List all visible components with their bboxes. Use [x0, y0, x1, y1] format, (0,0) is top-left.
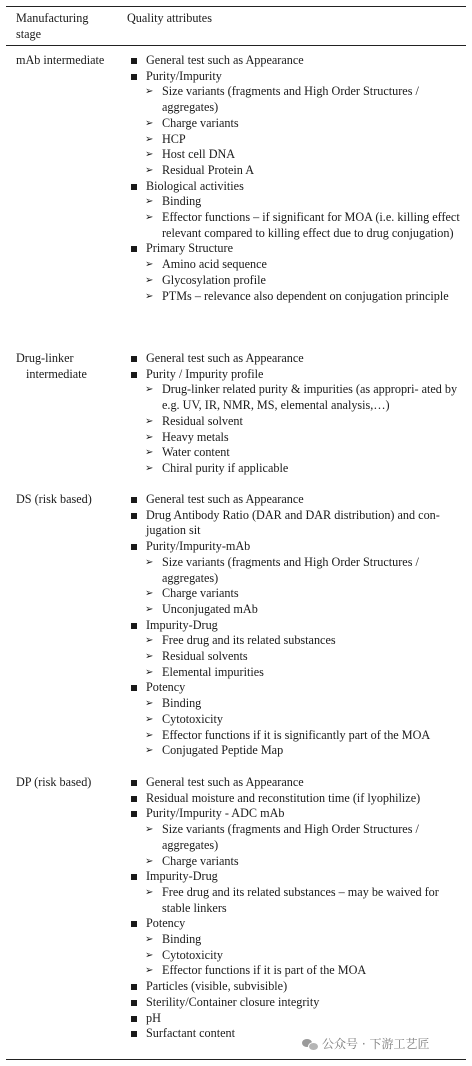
attribute-subitem: [130, 430, 466, 446]
attribute-item-text: Surfactant content: [146, 1026, 236, 1041]
attribute-subitem-text: Amino acid sequence: [162, 257, 267, 272]
attribute-subitem-text: Binding: [162, 696, 202, 711]
arrowhead-bullet-icon: ➢: [145, 651, 154, 663]
arrowhead-bullet-icon: ➢: [145, 824, 154, 836]
attribute-subitem: [130, 743, 466, 759]
quality-attributes-dp: [130, 775, 466, 1042]
attribute-subitem-text: Chiral purity if applicable: [162, 460, 289, 475]
attribute-item-text: pH: [146, 1010, 161, 1025]
square-bullet-icon: [131, 58, 137, 64]
attribute-subitem: [130, 932, 466, 948]
column-header-stage: Manufacturing stage: [16, 11, 89, 41]
attribute-item-text: Potency: [146, 916, 186, 931]
attribute-subitem: [130, 289, 466, 305]
square-bullet-icon: [131, 1016, 137, 1022]
attribute-item-text: General test such as Appearance: [146, 351, 304, 365]
attribute-item-text: Residual moisture and reconstitution time (if lyophilize): [146, 790, 421, 805]
attribute-subitem: [130, 257, 466, 273]
attribute-item: [130, 241, 466, 257]
square-bullet-icon: [131, 623, 137, 629]
attribute-item: [130, 979, 466, 995]
attribute-subitem-text: Drug-linker related purity & impurities (as appropri- ated by e.g. UV, IR, NMR, MS, elemental analysis,…): [162, 382, 458, 413]
attribute-item-text: Particles (visible, subvisible): [146, 979, 288, 994]
square-bullet-icon: [131, 544, 137, 550]
attribute-subitem-text: Binding: [162, 932, 202, 947]
arrowhead-bullet-icon: ➢: [145, 290, 154, 302]
attribute-item: [130, 53, 466, 69]
attribute-item-text: Drug Antibody Ratio (DAR and DAR distribution) and con- jugation sit: [146, 507, 440, 538]
attribute-subitem-text: Conjugated Peptide Map: [162, 743, 284, 758]
attribute-item-text: Primary Structure: [146, 241, 233, 256]
attribute-subitem-text: Effector functions if it is significantly part of the MOA: [162, 727, 431, 742]
arrowhead-bullet-icon: ➢: [145, 86, 154, 98]
square-bullet-icon: [131, 372, 137, 378]
stage-drug-linker-intermediate: Drug-linker intermediate: [16, 351, 87, 381]
attribute-subitem: [130, 461, 466, 477]
attribute-item: [130, 351, 466, 367]
attribute-subitem-text: Charge variants: [162, 586, 239, 601]
square-bullet-icon: [131, 796, 137, 802]
attribute-subitem-text: Charge variants: [162, 853, 239, 868]
attribute-subitem: [130, 116, 466, 132]
square-bullet-icon: [131, 74, 137, 80]
attribute-subitem-text: Cytotoxicity: [162, 947, 223, 962]
stage-dp: DP (risk based): [16, 775, 92, 789]
arrowhead-bullet-icon: ➢: [145, 212, 154, 224]
table-header-rule: [6, 45, 466, 46]
attribute-subitem: [130, 885, 466, 916]
square-bullet-icon: [131, 513, 137, 519]
arrowhead-bullet-icon: ➢: [145, 713, 154, 725]
arrowhead-bullet-icon: ➢: [145, 196, 154, 208]
square-bullet-icon: [131, 921, 137, 927]
table-top-rule: [6, 6, 466, 7]
quality-attributes-drug-linker: [130, 351, 466, 477]
attribute-subitem-text: Cytotoxicity: [162, 711, 223, 726]
attribute-subitem: [130, 602, 466, 618]
attribute-item: [130, 791, 466, 807]
square-bullet-icon: [131, 497, 137, 503]
attribute-item: [130, 916, 466, 932]
attribute-subitem-text: Heavy metals: [162, 429, 229, 444]
attribute-subitem-text: PTMs – relevance also dependent on conjugation principle: [162, 288, 449, 303]
attribute-subitem-text: Binding: [162, 194, 202, 209]
attribute-subitem: [130, 414, 466, 430]
attribute-subitem-text: Size variants (fragments and High Order Structures / aggregates): [162, 554, 419, 585]
square-bullet-icon: [131, 685, 137, 691]
quality-attributes-mab: [130, 53, 466, 304]
watermark: [302, 1035, 429, 1052]
attribute-item: [130, 367, 466, 383]
attribute-item-text: Purity / Impurity profile: [146, 366, 264, 381]
stage-ds: DS (risk based): [16, 492, 92, 506]
attribute-subitem: [130, 382, 466, 413]
arrowhead-bullet-icon: ➢: [145, 164, 154, 176]
attribute-subitem: [130, 665, 466, 681]
square-bullet-icon: [131, 984, 137, 990]
column-header-quality: Quality attributes: [127, 11, 212, 25]
arrowhead-bullet-icon: ➢: [145, 117, 154, 129]
attribute-subitem-text: Effector functions if it is part of the MOA: [162, 963, 367, 978]
attribute-subitem-text: Size variants (fragments and High Order Structures / aggregates): [162, 822, 419, 852]
attribute-item: [130, 492, 466, 508]
attribute-subitem: [130, 963, 466, 979]
square-bullet-icon: [131, 356, 137, 362]
attribute-subitem-text: Host cell DNA: [162, 147, 236, 162]
attribute-subitem: [130, 194, 466, 210]
attribute-subitem: [130, 633, 466, 649]
attribute-subitem: [130, 273, 466, 289]
attribute-subitem-text: Residual solvent: [162, 413, 243, 428]
attribute-subitem-text: Water content: [162, 445, 230, 460]
square-bullet-icon: [131, 1000, 137, 1006]
attribute-subitem-text: Free drug and its related substances: [162, 633, 336, 648]
arrowhead-bullet-icon: ➢: [145, 965, 154, 977]
attribute-item-text: Purity/Impurity-mAb: [146, 539, 251, 554]
arrowhead-bullet-icon: ➢: [145, 431, 154, 443]
attribute-subitem: [130, 132, 466, 148]
arrowhead-bullet-icon: ➢: [145, 855, 154, 867]
attribute-item-text: General test such as Appearance: [146, 492, 304, 506]
attribute-subitem: [130, 948, 466, 964]
attribute-item: [130, 508, 466, 539]
square-bullet-icon: [131, 1031, 137, 1037]
arrowhead-bullet-icon: ➢: [145, 133, 154, 145]
square-bullet-icon: [131, 184, 137, 190]
quality-attributes-ds: [130, 492, 466, 759]
square-bullet-icon: [131, 246, 137, 252]
attribute-subitem-text: Free drug and its related substances – may be waived for stable linkers: [162, 884, 439, 915]
attribute-subitem-text: Glycosylation profile: [162, 272, 266, 287]
arrowhead-bullet-icon: ➢: [145, 588, 154, 600]
attribute-item-text: Impurity-Drug: [146, 869, 218, 884]
arrowhead-bullet-icon: ➢: [145, 462, 154, 474]
arrowhead-bullet-icon: ➢: [145, 729, 154, 741]
attribute-item: [130, 69, 466, 85]
attribute-subitem-text: Elemental impurities: [162, 664, 264, 679]
arrowhead-bullet-icon: ➢: [145, 556, 154, 568]
square-bullet-icon: [131, 811, 137, 817]
attribute-subitem: [130, 696, 466, 712]
attribute-subitem: [130, 445, 466, 461]
attribute-item: [130, 680, 466, 696]
arrowhead-bullet-icon: ➢: [145, 603, 154, 615]
attribute-subitem: [130, 210, 466, 241]
attribute-item: [130, 539, 466, 555]
arrowhead-bullet-icon: ➢: [145, 274, 154, 286]
arrowhead-bullet-icon: ➢: [145, 149, 154, 161]
attribute-item-text: Sterility/Container closure integrity: [146, 994, 320, 1009]
attribute-item-text: Purity/Impurity - ADC mAb: [146, 806, 285, 821]
arrowhead-bullet-icon: ➢: [145, 384, 154, 396]
attribute-subitem-text: HCP: [162, 131, 186, 146]
attribute-subitem: [130, 163, 466, 179]
arrowhead-bullet-icon: ➢: [145, 635, 154, 647]
attribute-item-text: General test such as Appearance: [146, 775, 304, 789]
arrowhead-bullet-icon: ➢: [145, 745, 154, 757]
attribute-item: [130, 179, 466, 195]
arrowhead-bullet-icon: ➢: [145, 698, 154, 710]
attribute-subitem-text: Residual Protein A: [162, 162, 255, 177]
arrowhead-bullet-icon: ➢: [145, 949, 154, 961]
wechat-icon: [302, 1038, 318, 1050]
arrowhead-bullet-icon: ➢: [145, 447, 154, 459]
arrowhead-bullet-icon: ➢: [145, 886, 154, 898]
attribute-subitem: [130, 586, 466, 602]
attribute-subitem: [130, 147, 466, 163]
arrowhead-bullet-icon: ➢: [145, 666, 154, 678]
square-bullet-icon: [131, 874, 137, 880]
attribute-subitem: [130, 822, 466, 853]
attribute-subitem: [130, 84, 466, 115]
attribute-subitem: [130, 854, 466, 870]
attribute-subitem-text: Residual solvents: [162, 649, 248, 664]
arrowhead-bullet-icon: ➢: [145, 934, 154, 946]
attribute-item: [130, 806, 466, 822]
attribute-subitem: [130, 728, 466, 744]
attribute-item-text: Impurity-Drug: [146, 617, 218, 632]
attribute-subitem-text: Charge variants: [162, 115, 239, 130]
stage-mab-intermediate: mAb intermediate: [16, 53, 105, 67]
attribute-item: [130, 869, 466, 885]
attribute-item: [130, 1011, 466, 1027]
attribute-item: [130, 775, 466, 791]
table-bottom-rule: [6, 1059, 466, 1060]
attribute-item: [130, 995, 466, 1011]
attribute-item-text: Biological activities: [146, 178, 244, 193]
attribute-subitem: [130, 712, 466, 728]
arrowhead-bullet-icon: ➢: [145, 259, 154, 271]
attribute-subitem: [130, 649, 466, 665]
attribute-subitem-text: Size variants (fragments and High Order Structures / aggregates): [162, 84, 419, 115]
attribute-subitem-text: Effector functions – if significant for MOA (i.e. killing effect relevant compared to killing effect due to drug conjugation): [162, 210, 460, 240]
watermark-text: 公众号 · 下游工艺匠: [322, 1037, 430, 1051]
square-bullet-icon: [131, 780, 137, 786]
arrowhead-bullet-icon: ➢: [145, 415, 154, 427]
attribute-item: [130, 618, 466, 634]
attribute-subitem: [130, 555, 466, 586]
attribute-item-text: General test such as Appearance: [146, 53, 304, 67]
attribute-subitem-text: Unconjugated mAb: [162, 601, 258, 616]
attribute-item-text: Potency: [146, 680, 186, 695]
attribute-item-text: Purity/Impurity: [146, 68, 222, 83]
